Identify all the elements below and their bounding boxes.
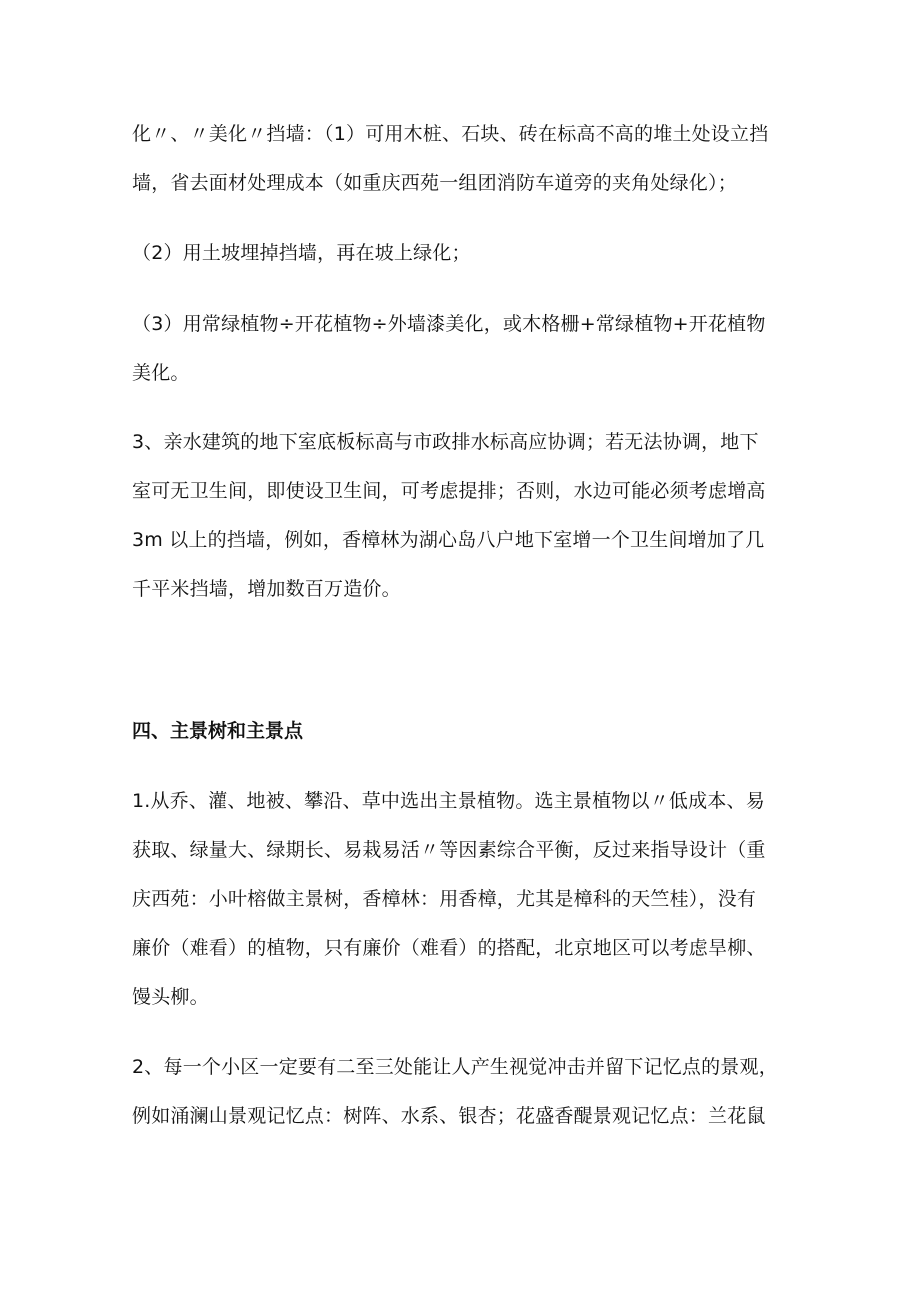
paragraph-basement-elevation <box>132 418 807 614</box>
text-line: 千平米挡墙，增加数百万造价。 <box>132 578 401 600</box>
text-line: 室可无卫生间，即使设卫生间，可考虑提排；否则，水边可能必须考虑增高 <box>132 480 766 502</box>
text-line: 3、亲水建筑的地下室底板标高与市政排水标高应协调；若无法协调，地下 <box>132 431 759 453</box>
section-heading: 四、主景树和主景点 <box>132 720 304 742</box>
text-line: 化〃、〃美化〃挡墙：（1）可用木桩、石块、砖在标高不高的堆土处设立挡 <box>132 123 769 145</box>
text-line: 获取、绿量大、绿期长、易栽易活〃等因素综合平衡，反过来指导设计（重 <box>132 839 766 861</box>
paragraph-retaining-wall-3 <box>132 300 807 398</box>
paragraph-memory-points <box>132 1043 807 1141</box>
paragraph-retaining-wall-2 <box>132 229 807 278</box>
text-line: 例如涌澜山景观记忆点：树阵、水系、银杏；花盛香醍景观记忆点：兰花鼠 <box>132 1105 766 1127</box>
text-line: 3m 以上的挡墙，例如，香樟林为湖心岛八户地下室增一个卫生间增加了几 <box>132 529 765 551</box>
text-line: 墙，省去面材处理成本（如重庆西苑一组团消防车道旁的夹角处绿化）； <box>132 172 737 194</box>
paragraph-main-plants <box>132 777 807 1022</box>
paragraph-retaining-wall-1 <box>132 110 807 208</box>
text-line: 廉价（难看）的植物，只有廉价（难看）的搭配，北京地区可以考虑旱柳、 <box>132 937 766 959</box>
text-line: （2）用土坡埋掉挡墙，再在坡上绿化； <box>132 242 471 264</box>
text-line: 1.从乔、灌、地被、攀沿、草中选出主景植物。选主景植物以〃低成本、易 <box>132 790 765 812</box>
text-line: 庆西苑：小叶榕做主景树，香樟林：用香樟，尤其是樟科的天竺桂），没有 <box>132 888 757 910</box>
text-line: 2、每一个小区一定要有二至三处能让人产生视觉冲击并留下记忆点的景观， <box>132 1056 778 1078</box>
text-line: 美化。 <box>132 362 190 384</box>
text-line: （3）用常绿植物÷开花植物÷外墙漆美化，或木格栅+常绿植物+开花植物 <box>132 313 766 335</box>
text-line: 馒头柳。 <box>132 986 209 1008</box>
